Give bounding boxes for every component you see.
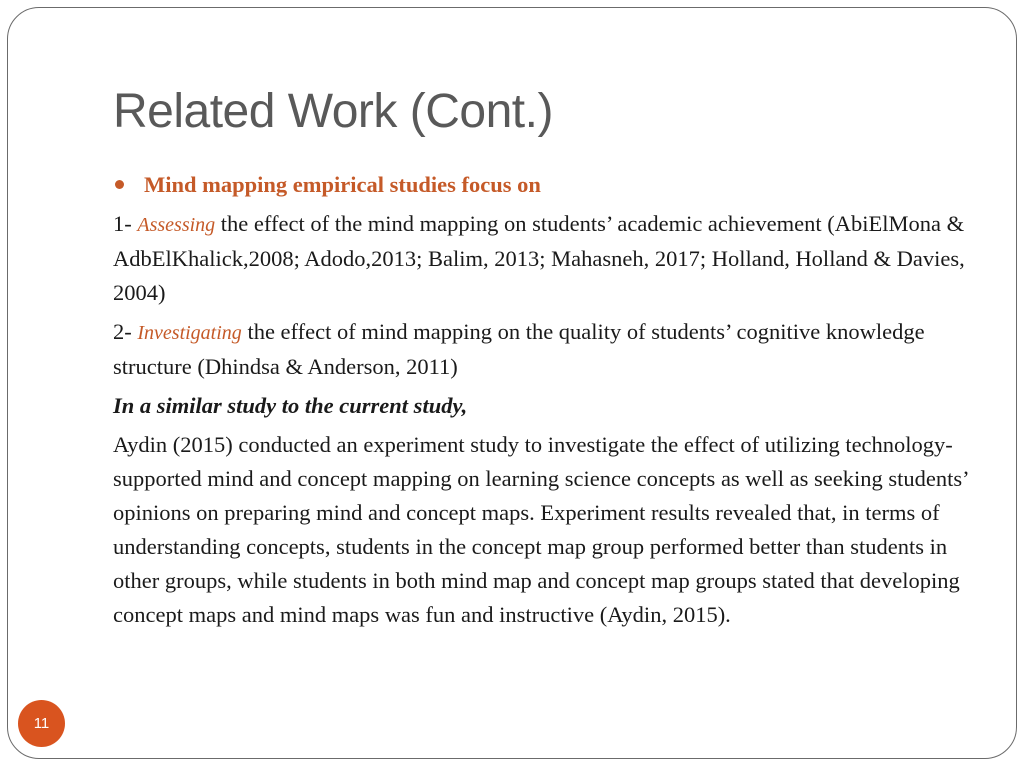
bullet-item <box>113 168 983 202</box>
item2-prefix: 2- <box>113 319 138 344</box>
item-assessing <box>113 207 983 310</box>
item2-text: the effect of mind mapping on the quality of students’ cognitive knowledge structure (Dhindsa & Anderson, 2011) <box>113 319 925 379</box>
item2-keyword: Investigating <box>137 322 242 344</box>
page-number-badge: 11 <box>18 700 65 747</box>
item1-text: the effect of the mind mapping on students’ academic achievement (AbiElMona & AdbElKhalick,2008; Adodo,2013; Balim, 2013; Mahasneh, 2017; Holland, Holland & Davies, 2004) <box>113 211 965 305</box>
similar-study-heading: In a similar study to the current study, <box>113 393 468 418</box>
aydin-paragraph: Aydin (2015) conducted an experiment study to investigate the effect of utilizing technology-supported mind and concept mapping on learning science concepts as well as seeking students’ opinions on preparing mind and concept maps. Experiment results revealed that, in terms of understanding concepts, students in the concept map group performed better than students in other groups, while students in both mind map and concept map groups stated that developing concept maps and mind maps was fun and instructive (Aydin, 2015). <box>113 432 968 627</box>
slide-content <box>113 168 983 637</box>
bullet-dot-icon <box>115 180 124 189</box>
item1-keyword: Assessing <box>137 214 216 236</box>
bullet-text: Mind mapping empirical studies focus on <box>144 172 541 197</box>
item1-prefix: 1- <box>113 211 138 236</box>
slide-title: Related Work (Cont.) <box>113 85 553 138</box>
item-investigating <box>113 315 983 384</box>
